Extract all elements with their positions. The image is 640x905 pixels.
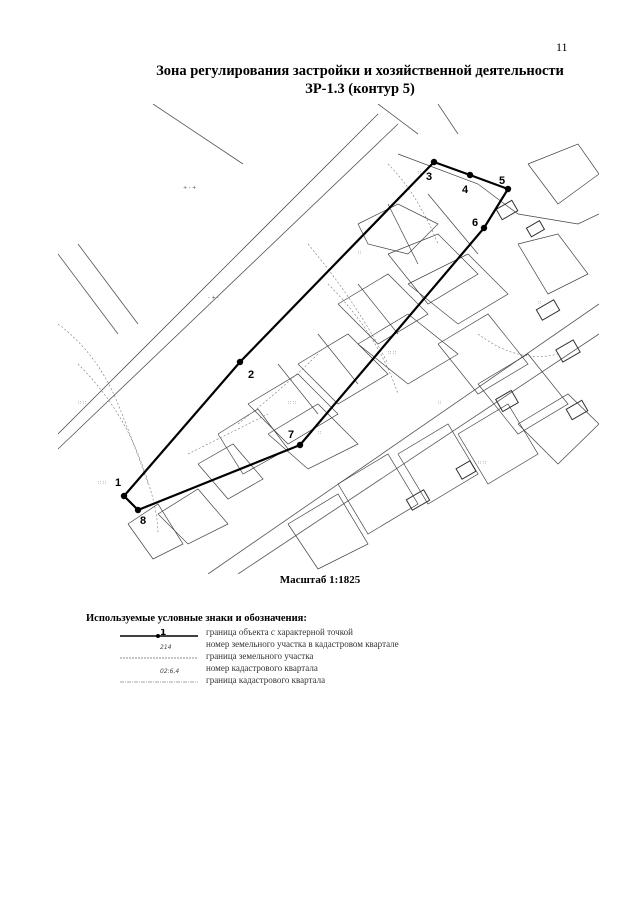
legend-item-object-boundary [120,629,500,639]
boundary-point-label-3: 3 [426,171,433,183]
title-line-2: ЗР-1.3 (контур 5) [305,81,415,97]
svg-text:∷ ∷: ∷ ∷ [288,400,296,406]
boundary-point-label-1: 1 [115,477,122,489]
legend-parcel-boundary-symbol [120,653,198,663]
legend-text-quarter-number: номер кадастрового квартала [206,663,318,673]
boundary-point-label-5: 5 [499,175,506,187]
svg-text:- + -: - + - [208,295,219,301]
svg-text:+ - +: + - + [183,185,197,191]
terrain-dotted-lines [58,164,558,534]
legend-item-parcel-number [120,641,500,651]
boundary-point-label-8: 8 [140,515,147,527]
boundary-point-2 [237,359,243,365]
cadastral-map [58,104,599,574]
zone-boundary [124,162,508,510]
legend-title: Используемые условные знаки и обозначения: [86,613,307,624]
boundary-point-5 [505,186,511,192]
map-scale: Масштаб 1:1825 [279,574,361,586]
legend-quarter-boundary-symbol [120,677,198,687]
svg-text:∷: ∷ [358,250,362,256]
buildings [406,200,587,510]
svg-text:∷ ∷: ∷ ∷ [388,350,396,356]
boundary-point-label-6: 6 [472,217,479,229]
parcel-boundaries [128,144,599,569]
legend-text-parcel-boundary: граница земельного участка [206,651,314,661]
legend-quarter-number: 02:6,4 [160,668,180,675]
svg-text:∷: ∷ [438,400,442,406]
boundary-point-1 [121,493,127,499]
legend-parcel-number-symbol [120,641,198,651]
boundary-point-8 [135,507,141,513]
page-title [80,62,640,98]
svg-text:∷ ∷: ∷ ∷ [98,480,106,486]
boundary-point-6 [481,225,487,231]
svg-text:∷ ∷: ∷ ∷ [478,460,486,466]
legend-text-object-boundary: граница объекта с характерной точкой [206,627,353,637]
boundary-point-7 [297,442,303,448]
page-number: 11 [556,40,568,54]
legend-parcel-number: 214 [160,644,172,651]
legend-text-parcel-number: номер земельного участка в кадастровом квартале [206,639,399,649]
map-canvas [58,104,599,574]
title-line-1: Зона регулирования застройки и хозяйственной деятельности [156,63,564,79]
svg-text:∷: ∷ [538,300,542,306]
legend-point-label: 1 [160,629,167,638]
svg-text:∷ ∷: ∷ ∷ [78,400,86,406]
boundary-point-label-2: 2 [248,369,255,381]
legend-boundary-point-symbol [120,629,198,639]
boundary-point-4 [467,172,473,178]
boundary-points [121,159,511,513]
legend-item-quarter-boundary [120,677,500,687]
cadastral-quarter-boundaries [58,104,599,574]
legend-item-parcel-boundary [120,653,500,663]
boundary-point-labels [115,171,505,527]
boundary-point-3 [431,159,437,165]
legend-quarter-number-symbol [120,665,198,675]
boundary-point-label-7: 7 [288,429,295,441]
svg-text:∷: ∷ [418,170,422,176]
legend-text-quarter-boundary: граница кадастрового квартала [206,675,326,685]
boundary-point-label-4: 4 [462,184,469,196]
legend-item-quarter-number [120,665,500,675]
svg-text:∷: ∷ [318,430,322,436]
